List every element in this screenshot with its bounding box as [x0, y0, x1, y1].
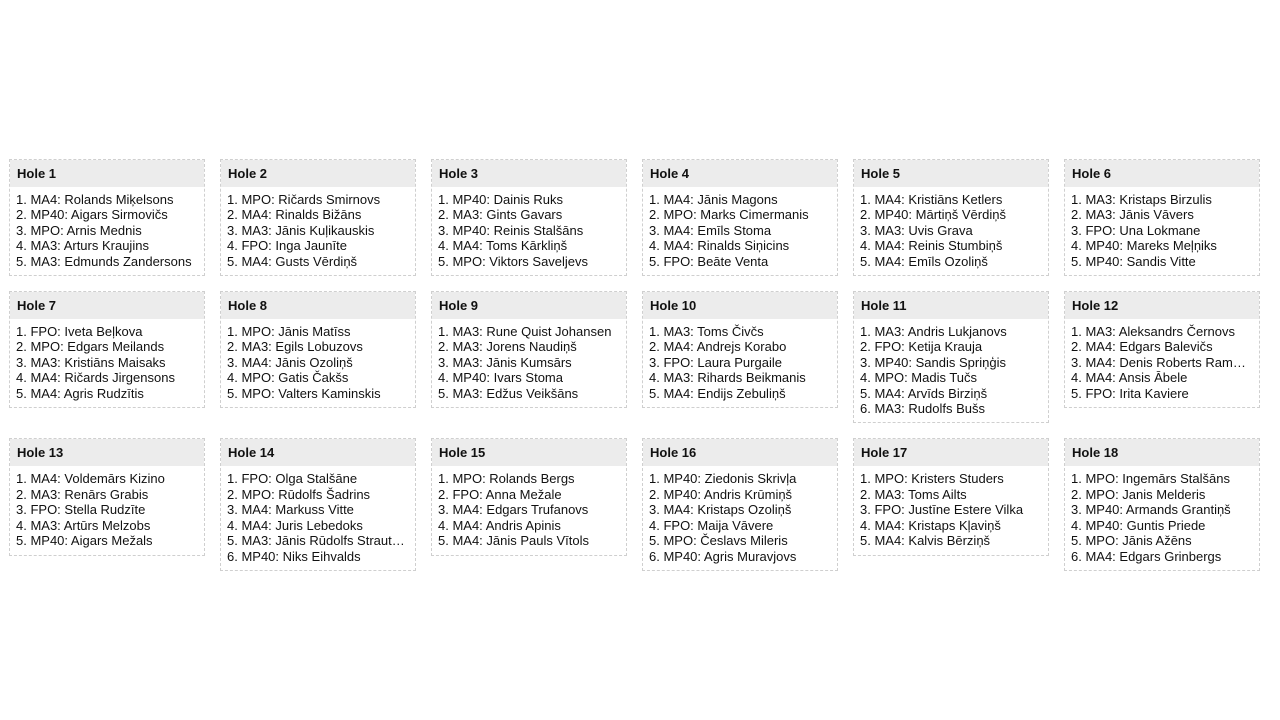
- player-list: [221, 187, 415, 275]
- hole-title: Hole 4: [643, 160, 837, 187]
- hole-card: [1064, 438, 1260, 570]
- player-list: [643, 187, 837, 275]
- player-entry: 4. MA4: Ričards Jirgensons: [16, 370, 175, 386]
- hole-title: Hole 6: [1065, 160, 1259, 187]
- player-list: [1065, 319, 1259, 407]
- player-list: [1065, 466, 1259, 569]
- player-entry: 3. FPO: Stella Rudzīte: [16, 502, 146, 518]
- hole-card: [9, 438, 205, 555]
- hole-card: [220, 159, 416, 276]
- hole-card: [642, 159, 838, 276]
- player-entry: 6. MP40: Niks Eihvalds: [227, 548, 361, 564]
- hole-card: [1064, 291, 1260, 408]
- hole-title: Hole 15: [432, 439, 626, 466]
- player-entry: 5. MA4: Endijs Zebuliņš: [649, 385, 786, 401]
- player-list: [10, 187, 204, 275]
- player-entry: 4. MA4: Reinis Stumbiņš: [860, 238, 1003, 254]
- player-entry: 4. MA3: Rihards Beikmanis: [649, 370, 806, 386]
- player-entry: 2. MPO: Janis Melderis: [1071, 486, 1206, 502]
- hole-title: Hole 14: [221, 439, 415, 466]
- hole-card: [642, 438, 838, 570]
- player-entry: 5. MA3: Edžus Veikšāns: [438, 385, 579, 401]
- hole-assignments-grid: [9, 159, 1273, 586]
- player-list: [432, 187, 626, 275]
- player-list: [221, 466, 415, 569]
- player-entry: 3. FPO: Laura Purgaile: [649, 354, 782, 370]
- player-entry: 1. MA4: Rolands Miķelsons: [16, 192, 174, 207]
- player-entry: 5. MPO: Viktors Saveljevs: [438, 253, 589, 269]
- player-list: [854, 319, 1048, 422]
- player-entry: 3. MA4: Markuss Vitte: [227, 502, 354, 518]
- player-entry: 2. MA3: Gints Gavars: [438, 207, 563, 223]
- hole-card: [220, 291, 416, 408]
- player-entry: 1. MPO: Ingemārs Stalšāns: [1071, 471, 1230, 487]
- player-entry: 5. MA4: Agris Rudzītis: [16, 385, 144, 401]
- player-entry: 1. MA4: Jānis Magons: [649, 192, 778, 207]
- player-entry: 3. MA4: Jānis Ozoliņš: [227, 354, 353, 370]
- hole-card: [853, 438, 1049, 555]
- player-entry: 2. MA3: Egils Lobuzovs: [227, 339, 363, 355]
- player-entry: 2. MPO: Marks Cimermanis: [649, 207, 809, 223]
- player-entry: 1. MA3: Aleksandrs Černovs: [1071, 324, 1236, 340]
- player-list: [643, 319, 837, 407]
- player-entry: 5. MPO: Jānis Ažēns: [1071, 533, 1192, 549]
- player-entry: 2. MA3: Jorens Naudiņš: [438, 339, 577, 355]
- player-entry: 2. FPO: Ketija Krauja: [860, 339, 983, 355]
- hole-title: Hole 12: [1065, 292, 1259, 319]
- hole-row: [9, 438, 1273, 570]
- player-entry: 6. MA3: Rudolfs Bušs: [860, 401, 985, 417]
- player-entry: 3. MA4: Denis Roberts Ram…: [1071, 354, 1246, 370]
- player-list: [10, 319, 204, 407]
- player-entry: 1. MPO: Jānis Matīss: [227, 324, 351, 340]
- player-entry: 2. MA3: Jānis Vāvers: [1071, 207, 1194, 223]
- player-entry: 3. MP40: Armands Grantiņš: [1071, 502, 1231, 518]
- hole-title: Hole 9: [432, 292, 626, 319]
- player-entry: 5. MA4: Kalvis Bērziņš: [860, 533, 991, 549]
- hole-title: Hole 11: [854, 292, 1048, 319]
- player-entry: 5. FPO: Beāte Venta: [649, 253, 769, 269]
- player-list: [10, 466, 204, 554]
- player-entry: 5. MA4: Arvīds Birziņš: [860, 385, 988, 401]
- hole-card: [9, 291, 205, 408]
- player-entry: 4. MA4: Rinalds Siņicins: [649, 238, 790, 254]
- player-entry: 3. MA3: Uvis Grava: [860, 222, 973, 238]
- hole-title: Hole 13: [10, 439, 204, 466]
- player-entry: 4. MA4: Ansis Ābele: [1071, 370, 1188, 386]
- hole-card: [431, 291, 627, 408]
- player-entry: 3. MP40: Reinis Stalšāns: [438, 222, 584, 238]
- player-entry: 4. FPO: Inga Jaunīte: [227, 238, 347, 254]
- player-entry: 4. MA4: Kristaps Kļaviņš: [860, 517, 1001, 533]
- player-list: [854, 466, 1048, 554]
- player-entry: 1. MA3: Rune Quist Johansen: [438, 324, 612, 340]
- player-entry: 4. MPO: Madis Tučs: [860, 370, 978, 386]
- player-entry: 6. MP40: Agris Muravjovs: [649, 548, 797, 564]
- player-entry: 2. MPO: Edgars Meilands: [16, 339, 165, 355]
- player-entry: 3. MP40: Sandis Spriņģis: [860, 354, 1006, 370]
- player-entry: 6. MA4: Edgars Grinbergs: [1071, 548, 1222, 564]
- player-entry: 5. MA4: Gusts Vērdiņš: [227, 253, 358, 269]
- player-entry: 2. MA4: Edgars Balevičs: [1071, 339, 1213, 355]
- player-entry: 3. MPO: Arnis Mednis: [16, 222, 142, 238]
- player-entry: 1. MPO: Ričards Smirnovs: [227, 192, 381, 207]
- player-entry: 5. FPO: Irita Kaviere: [1071, 385, 1189, 401]
- hole-card: [431, 438, 627, 555]
- hole-title: Hole 16: [643, 439, 837, 466]
- hole-title: Hole 7: [10, 292, 204, 319]
- player-list: [221, 319, 415, 407]
- player-entry: 2. MA4: Andrejs Korabo: [649, 339, 787, 355]
- hole-row: [9, 159, 1273, 276]
- player-list: [432, 466, 626, 554]
- player-entry: 5. MA4: Jānis Pauls Vītols: [438, 533, 590, 549]
- player-entry: 5. MA3: Jānis Rūdolfs Straut…: [227, 533, 405, 549]
- player-entry: 1. MA3: Andris Lukjanovs: [860, 324, 1007, 340]
- player-entry: 1. MPO: Rolands Bergs: [438, 471, 575, 487]
- player-entry: 3. MA3: Kristiāns Maisaks: [16, 354, 166, 370]
- player-entry: 2. MP40: Aigars Sirmovičs: [16, 207, 168, 223]
- hole-card: [853, 291, 1049, 423]
- player-entry: 2. FPO: Anna Mežale: [438, 486, 562, 502]
- player-entry: 4. MP40: Mareks Meļņiks: [1071, 238, 1217, 254]
- player-list: [854, 187, 1048, 275]
- player-list: [643, 466, 837, 569]
- hole-card: [1064, 159, 1260, 276]
- player-entry: 3. MA4: Emīls Stoma: [649, 222, 772, 238]
- hole-title: Hole 2: [221, 160, 415, 187]
- hole-card: [853, 159, 1049, 276]
- hole-card: [220, 438, 416, 570]
- player-entry: 1. MP40: Dainis Ruks: [438, 192, 563, 207]
- player-entry: 3. FPO: Justīne Estere Vilka: [860, 502, 1024, 518]
- player-entry: 1. MA4: Voldemārs Kizino: [16, 471, 165, 487]
- player-entry: 3. MA4: Edgars Trufanovs: [438, 502, 589, 518]
- hole-title: Hole 1: [10, 160, 204, 187]
- player-entry: 4. MA4: Andris Apinis: [438, 517, 561, 533]
- hole-title: Hole 17: [854, 439, 1048, 466]
- player-entry: 4. MA4: Juris Lebedoks: [227, 517, 363, 533]
- player-entry: 2. MP40: Mārtiņš Vērdiņš: [860, 207, 1006, 223]
- hole-title: Hole 8: [221, 292, 415, 319]
- player-entry: 1. MP40: Ziedonis Skrivļa: [649, 471, 797, 487]
- player-entry: 4. MA3: Artūrs Melzobs: [16, 517, 151, 533]
- player-entry: 3. MA4: Kristaps Ozoliņš: [649, 502, 792, 518]
- player-entry: 2. MA3: Toms Ailts: [860, 486, 967, 502]
- player-entry: 5. MA3: Edmunds Zandersons: [16, 253, 192, 269]
- player-entry: 4. MA3: Arturs Kraujins: [16, 238, 149, 254]
- player-entry: 4. MP40: Guntis Priede: [1071, 517, 1206, 533]
- player-entry: 2. MP40: Andris Krūmiņš: [649, 486, 793, 502]
- player-entry: 1. FPO: Iveta Beļkova: [16, 324, 143, 340]
- player-entry: 3. FPO: Una Lokmane: [1071, 222, 1201, 238]
- player-entry: 1. MA3: Toms Čivčs: [649, 324, 764, 340]
- player-entry: 4. FPO: Maija Vāvere: [649, 517, 774, 533]
- hole-card: [431, 159, 627, 276]
- player-entry: 1. MPO: Kristers Studers: [860, 471, 1004, 487]
- hole-title: Hole 3: [432, 160, 626, 187]
- player-entry: 5. MPO: Česlavs Mileris: [649, 533, 788, 549]
- player-entry: 1. FPO: Olga Stalšāne: [227, 471, 358, 487]
- player-entry: 2. MPO: Rūdolfs Šadrins: [227, 486, 371, 502]
- player-entry: 3. MA3: Jānis Kuļikauskis: [227, 222, 375, 238]
- player-entry: 5. MP40: Sandis Vitte: [1071, 253, 1196, 269]
- player-entry: 4. MA4: Toms Kārkliņš: [438, 238, 568, 254]
- hole-row: [9, 291, 1273, 423]
- player-entry: 5. MPO: Valters Kaminskis: [227, 385, 381, 401]
- hole-title: Hole 5: [854, 160, 1048, 187]
- player-list: [432, 319, 626, 407]
- hole-card: [9, 159, 205, 276]
- player-entry: 2. MA3: Renārs Grabis: [16, 486, 149, 502]
- hole-card: [642, 291, 838, 408]
- hole-title: Hole 18: [1065, 439, 1259, 466]
- player-entry: 5. MP40: Aigars Mežals: [16, 533, 153, 549]
- player-entry: 1. MA4: Kristiāns Ketlers: [860, 192, 1003, 207]
- hole-title: Hole 10: [643, 292, 837, 319]
- player-entry: 3. MA3: Jānis Kumsārs: [438, 354, 572, 370]
- player-entry: 2. MA4: Rinalds Bižāns: [227, 207, 362, 223]
- player-entry: 5. MA4: Emīls Ozoliņš: [860, 253, 988, 269]
- player-entry: 4. MPO: Gatis Čakšs: [227, 370, 349, 386]
- player-entry: 1. MA3: Kristaps Birzulis: [1071, 192, 1212, 207]
- player-entry: 4. MP40: Ivars Stoma: [438, 370, 563, 386]
- player-list: [1065, 187, 1259, 275]
